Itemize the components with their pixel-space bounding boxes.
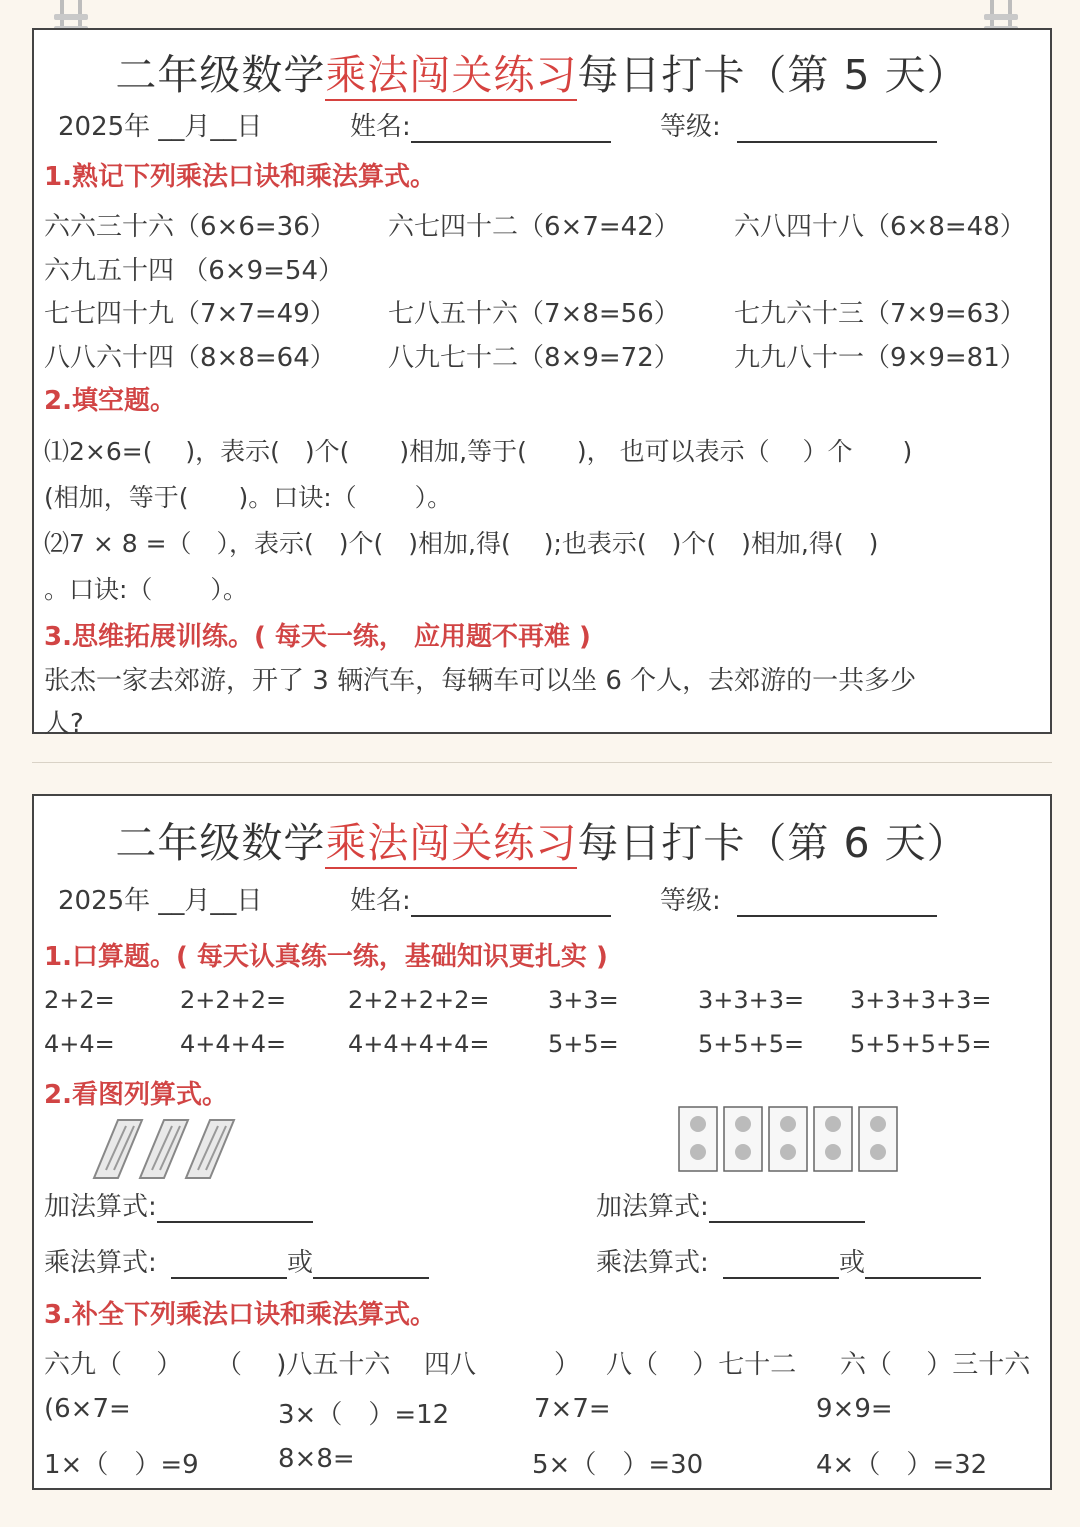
word-problem-line-1: 张杰一家去郊游，开了 3 辆汽车，每辆车可以坐 6 个人，去郊游的一共多少	[44, 666, 917, 696]
formula-r1c3: 六八四十八（6×8=48）	[734, 212, 1026, 242]
section-heading-1: 1.熟记下列乘法口诀和乘法算式。	[44, 162, 436, 192]
calc-item[interactable]: 4+4=	[44, 1030, 115, 1058]
page-title: 二年级数学乘法闯关练习每日打卡（第 6 天）	[115, 819, 969, 867]
calc-item[interactable]: 2+2+2=	[180, 986, 287, 1014]
formula-r1c2: 六七四十二（6×7=42）	[388, 212, 680, 242]
name-blank[interactable]	[411, 113, 611, 143]
calc-item[interactable]: 2+2+2+2=	[348, 986, 490, 1014]
formula-r4c2: 八九七十二（8×9=72）	[388, 343, 680, 373]
fill-question-2-line-1[interactable]: ⑵7 × 8 =（ ），表示( )个( )相加,得( );也表示( )个( )相加,得( )	[44, 529, 879, 558]
calc-item[interactable]: 4+4+4+4=	[348, 1030, 490, 1058]
calc-item[interactable]: 5+5=	[548, 1030, 619, 1058]
formula-r2c1: 六九五十四 （6×9=54）	[44, 256, 345, 286]
multiplication-blank[interactable]	[313, 1249, 429, 1279]
fill-item[interactable]: 4×（ ）=32	[816, 1450, 988, 1480]
word-problem-line-2: 人?	[44, 709, 84, 739]
sheet-divider	[32, 762, 1052, 763]
calc-item[interactable]: 3+3=	[548, 986, 619, 1014]
fill-item[interactable]: 四八 ）	[424, 1350, 581, 1380]
multiplication-label: 乘法算式:	[44, 1248, 157, 1278]
pencil-box-icon	[88, 1114, 248, 1182]
grade-field[interactable]	[660, 106, 937, 143]
multiplication-formula-right[interactable]	[596, 1242, 981, 1279]
grade-blank[interactable]	[737, 113, 937, 143]
section-heading-1: 1.口算题。( 每天认真练一练，基础知识更扎实 )	[44, 942, 608, 972]
addition-label: 加法算式:	[596, 1192, 709, 1222]
fill-item[interactable]: (6×7=	[44, 1394, 131, 1424]
section-heading-2: 2.填空题。	[44, 386, 176, 416]
or-label: 或	[287, 1248, 314, 1278]
fill-item[interactable]: （ )八五十六	[216, 1350, 391, 1380]
multiplication-label: 乘法算式:	[596, 1248, 709, 1278]
multiplication-blank[interactable]	[171, 1249, 287, 1279]
multiplication-blank[interactable]	[865, 1249, 981, 1279]
fill-question-1-line-1[interactable]: ⑴2×6=( )，表示( )个( )相加,等于( )， 也可以表示（ ）个 )	[44, 437, 913, 466]
calc-item[interactable]: 2+2=	[44, 986, 115, 1014]
fill-item[interactable]: 八（ ）七十二	[606, 1350, 797, 1380]
addition-formula-left[interactable]	[44, 1186, 313, 1223]
addition-label: 加法算式:	[44, 1192, 157, 1222]
calc-item[interactable]: 4+4+4=	[180, 1030, 287, 1058]
section-heading-3: 3.思维拓展训练。( 每天一练， 应用题不再难 )	[44, 622, 591, 652]
fill-question-1-line-2[interactable]: (相加，等于( )。口诀:（ ）。	[44, 483, 453, 512]
formula-r3c3: 七九六十三（7×9=63）	[734, 299, 1026, 329]
worksheet-day-6	[32, 794, 1052, 1490]
calc-item[interactable]: 5+5+5=	[698, 1030, 805, 1058]
fill-item[interactable]: 六（ ）三十六	[840, 1350, 1031, 1380]
name-field[interactable]	[350, 880, 611, 917]
or-label: 或	[839, 1248, 866, 1278]
formula-r3c1: 七七四十九（7×7=49）	[44, 299, 336, 329]
formula-r1c1: 六六三十六（6×6=36）	[44, 212, 336, 242]
multiplication-formula-left[interactable]	[44, 1242, 429, 1279]
fill-item[interactable]: 六九（ ）	[44, 1350, 183, 1380]
name-field[interactable]	[350, 106, 611, 143]
fill-item[interactable]: 1×（ ）=9	[44, 1450, 199, 1480]
grade-blank[interactable]	[737, 887, 937, 917]
section-heading-3: 3.补全下列乘法口诀和乘法算式。	[44, 1300, 436, 1330]
grade-field[interactable]	[660, 880, 937, 917]
date-field: 2025年 __月__日	[58, 886, 263, 916]
fill-question-2-line-2[interactable]: 。口诀:（ ）。	[44, 575, 248, 604]
calc-item[interactable]: 3+3+3=	[698, 986, 805, 1014]
star-cards-icon	[678, 1106, 900, 1174]
worksheet-day-5	[32, 28, 1052, 739]
formula-r4c1: 八八六十四（8×8=64）	[44, 343, 336, 373]
grade-label: 等级:	[660, 112, 721, 142]
page-title: 二年级数学乘法闯关练习每日打卡（第 5 天）	[115, 51, 969, 99]
formula-r4c3: 九九八十一（9×9=81）	[734, 343, 1026, 373]
fill-item[interactable]: 9×9=	[816, 1394, 893, 1424]
fill-item[interactable]: 5×（ ）=30	[532, 1450, 704, 1480]
fill-item[interactable]: 3×（ ）=12	[278, 1400, 450, 1430]
calc-item[interactable]: 5+5+5+5=	[850, 1030, 992, 1058]
addition-blank[interactable]	[709, 1193, 865, 1223]
fill-item[interactable]: 7×7=	[534, 1394, 611, 1424]
date-field: 2025年 __月__日	[58, 112, 263, 142]
formula-r3c2: 七八五十六（7×8=56）	[388, 299, 680, 329]
addition-formula-right[interactable]	[596, 1186, 865, 1223]
calc-item[interactable]: 3+3+3+3=	[850, 986, 992, 1014]
fill-item[interactable]: 8×8=	[278, 1444, 355, 1474]
grade-label: 等级:	[660, 886, 721, 916]
name-label: 姓名:	[350, 112, 411, 142]
multiplication-blank[interactable]	[723, 1249, 839, 1279]
section-heading-2: 2.看图列算式。	[44, 1080, 228, 1110]
name-label: 姓名:	[350, 886, 411, 916]
addition-blank[interactable]	[157, 1193, 313, 1223]
name-blank[interactable]	[411, 887, 611, 917]
